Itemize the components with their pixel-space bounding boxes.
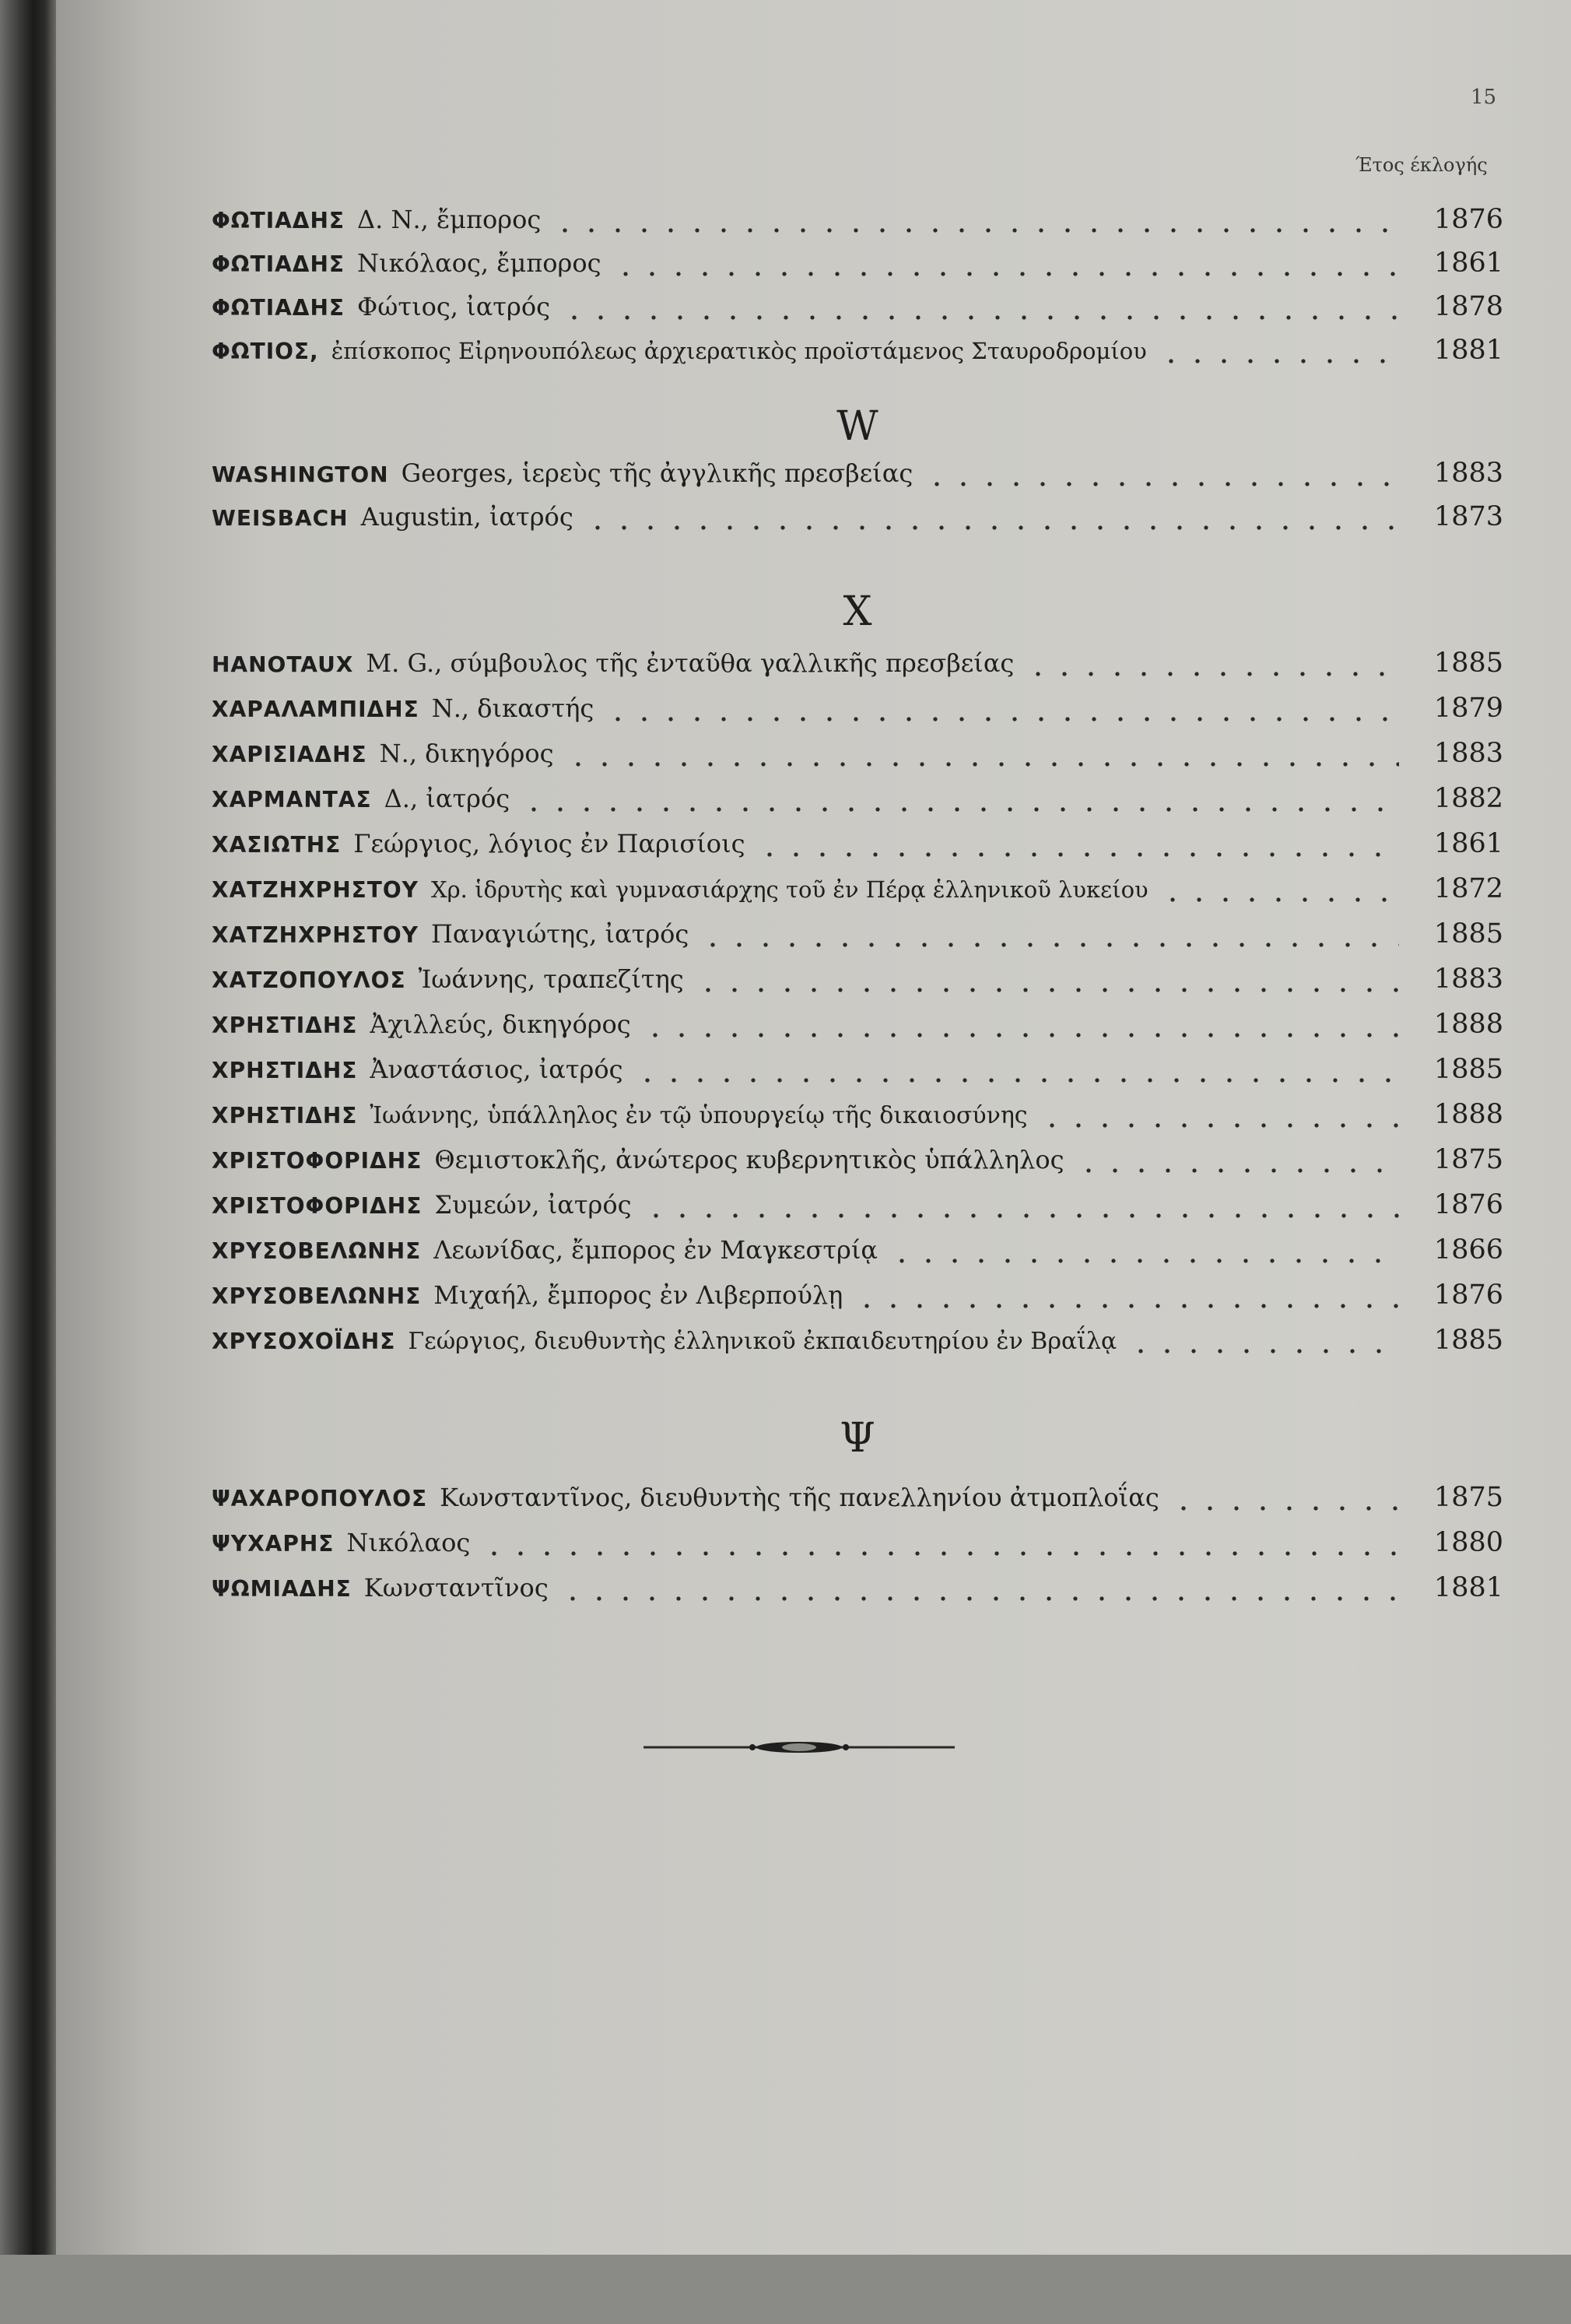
entry-surname: ΧΑΡΙΣΙΑΔΗΣ [212,742,367,767]
entry-year: 1885 [1433,648,1503,679]
entry-surname: ΦΩΤΙΑΔΗΣ [212,295,345,321]
list-item [212,1482,1503,1521]
entry-surname: ΧΡΗΣΤΙΔΗΣ [212,1013,358,1038]
list-item [212,1572,1503,1611]
dot-leader [561,314,1399,321]
entry-description: Κωνσταντῖνος [363,1573,549,1603]
list-item [212,1234,1503,1273]
dot-leader [756,851,1399,858]
entry-description: Δ., ἰατρός [384,784,510,813]
dot-leader [889,1258,1399,1264]
entry-year: 1885 [1433,1325,1503,1356]
entry-surname: ΧΑΤΖΗΧΡΗΣΤΟΥ [212,922,419,948]
dot-leader [1159,897,1399,903]
entry-surname: ΨΩΜΙΑΔΗΣ [212,1576,352,1602]
entry-description: ἐπίσκοπος Εἰρηνουπόλεως ἀρχιερατικὸς προϊστάμενος Σταυροδρομίου [331,338,1147,364]
dot-leader [1158,358,1399,364]
entry-surname: ΧΑΡΜΑΝΤΑΣ [212,787,372,813]
entry-description: Ἰωάννης, ὑπάλληλος ἐν τῷ ὑπουργείῳ τῆς δικαιοσύνης [370,1102,1028,1129]
entry-description: Νικόλαος [346,1528,471,1557]
entry-year: 1875 [1433,1144,1503,1175]
entry-surname: ΧΑΡΑΛΑΜΠΙΔΗΣ [212,697,419,722]
section-letter-x: X [843,588,872,635]
entry-description: Augustin, ἰατρός [360,502,573,532]
list-item [212,204,1503,243]
entry-surname: ΧΑΤΖΟΠΟΥΛΟΣ [212,967,406,993]
entry-surname: ΧΑΣΙΩΤΗΣ [212,832,342,858]
entry-year: 1879 [1433,693,1503,724]
entry-description: M. G., σύμβουλος τῆς ἐνταῦθα γαλλικῆς πρεσβείας [366,648,1015,678]
list-item [212,1009,1503,1048]
dot-leader [1025,671,1399,677]
dot-leader [481,1550,1399,1557]
dot-leader [924,481,1399,487]
dot-leader [634,1077,1399,1083]
dot-leader [605,716,1399,722]
entry-year: 1878 [1433,291,1503,322]
entry-surname: ΨΥΧΑΡΗΣ [212,1531,335,1557]
entry-description: Ἰωάννης, τραπεζίτης [418,964,684,994]
list-item [212,1527,1503,1566]
list-item [212,738,1503,777]
page-number: 15 [1471,86,1497,109]
list-item [212,918,1503,957]
dot-leader [642,1032,1399,1038]
list-item [212,828,1503,867]
entry-year: 1876 [1433,204,1503,235]
entry-surname: ΦΩΤΙΑΔΗΣ [212,251,345,277]
entry-year: 1876 [1433,1280,1503,1311]
dot-leader [552,227,1399,233]
column-header-year: Έτος έκλογής [1355,154,1488,176]
list-item [212,1280,1503,1318]
entry-description: Μιχαήλ, ἔμπορος ἐν Λιβερπούλῃ [433,1280,843,1310]
entry-surname: ΧΡΥΣΟΒΕΛΩΝΗΣ [212,1238,422,1264]
entry-year: 1881 [1433,335,1503,366]
book-spine-shadow [0,0,56,2255]
section-letter-w: W [836,403,878,450]
entry-description: Συμεών, ἰατρός [434,1190,632,1220]
entry-description: Ἀναστάσιος, ἰατρός [370,1055,623,1084]
dot-leader [1170,1505,1399,1511]
entry-year: 1885 [1433,918,1503,950]
list-item [212,501,1503,540]
list-item [212,1189,1503,1228]
entry-year: 1881 [1433,1572,1503,1603]
entry-surname: ΧΡΥΣΟΧΟΪΔΗΣ [212,1329,396,1354]
dot-leader [700,942,1399,948]
dot-leader [643,1213,1399,1219]
list-item [212,458,1503,497]
entry-description: Θεμιστοκλῆς, ἀνώτερος κυβερνητικὸς ὑπάλληλος [434,1145,1064,1174]
list-item [212,1325,1503,1364]
list-item [212,1054,1503,1093]
entry-surname: ΧΡΥΣΟΒΕΛΩΝΗΣ [212,1283,422,1309]
dot-leader [695,987,1399,993]
entry-surname: ΧΡΙΣΤΟΦΟΡΙΔΗΣ [212,1148,423,1174]
entry-year: 1885 [1433,1054,1503,1085]
entry-description: Φώτιος, ἰατρός [357,292,550,321]
entry-year: 1876 [1433,1189,1503,1220]
list-item [212,648,1503,686]
dot-leader [521,806,1399,813]
entry-surname: ΧΡΗΣΤΙΔΗΣ [212,1058,358,1083]
list-item [212,873,1503,912]
list-item [212,1144,1503,1183]
dot-leader [1075,1167,1399,1174]
entry-description: Γεώργιος, λόγιος ἐν Παρισίοις [353,829,745,858]
book-page [56,0,1571,2255]
entry-description: Ν., δικαστής [431,693,594,723]
closing-ornament [700,2301,949,2324]
dot-leader [612,271,1399,277]
entry-surname: WASHINGTON [212,462,389,487]
entry-year: 1883 [1433,738,1503,769]
entry-description: Georges, ἱερεὺς τῆς ἀγγλικῆς πρεσβείας [401,458,913,488]
entry-description: Ν., δικηγόρος [379,739,554,768]
entry-year: 1866 [1433,1234,1503,1266]
entry-surname: ΦΩΤΙΟΣ, [212,339,319,364]
divider-ornament [643,1736,955,1759]
entry-surname: ΨΑΧΑΡΟΠΟΥΛΟΣ [212,1486,428,1511]
entry-surname: ΧΑΤΖΗΧΡΗΣΤΟΥ [212,877,419,903]
entry-year: 1873 [1433,501,1503,532]
entry-description: Παναγιώτης, ἰατρός [430,919,689,949]
entry-description: Γεώργιος, διευθυντὴς ἑλληνικοῦ ἐκπαιδευτηρίου ἐν Βραΐλᾳ [408,1328,1117,1355]
dot-leader [1039,1122,1399,1129]
list-item [212,335,1503,374]
entry-surname: ΧΡΙΣΤΟΦΟΡΙΔΗΣ [212,1193,423,1219]
entry-year: 1880 [1433,1527,1503,1558]
list-item [212,693,1503,732]
entry-year: 1882 [1433,783,1503,814]
entry-surname: HANOTAUX [212,651,354,677]
entry-year: 1872 [1433,873,1503,904]
entry-description: Χρ. ἱδρυτὴς καὶ γυμνασιάρχης τοῦ ἐν Πέρᾳ ἑλληνικοῦ λυκείου [430,876,1148,903]
entry-year: 1883 [1433,964,1503,995]
dot-leader [559,1596,1399,1602]
dot-leader [1127,1348,1399,1354]
entry-year: 1883 [1433,458,1503,489]
entry-surname: WEISBACH [212,505,349,531]
entry-description: Νικόλαος, ἔμπορος [357,248,601,278]
entry-year: 1861 [1433,247,1503,279]
list-item [212,964,1503,1002]
entry-description: Δ. Ν., ἔμπορος [357,205,542,234]
dot-leader [565,761,1399,767]
entry-year: 1875 [1433,1482,1503,1513]
entry-description: Λεωνίδας, ἔμπορος ἐν Μαγκεστρίᾳ [433,1235,878,1265]
list-item [212,291,1503,330]
entry-year: 1888 [1433,1009,1503,1040]
entry-year: 1888 [1433,1099,1503,1130]
list-item [212,783,1503,822]
entry-surname: ΦΩΤΙΑΔΗΣ [212,208,345,233]
section-letter-psi: Ψ [840,1415,875,1462]
dot-leader [854,1303,1399,1309]
entry-description: Κωνσταντῖνος, διευθυντὴς τῆς πανελληνίου ἀτμοπλοΐας [440,1483,1159,1512]
entry-year: 1861 [1433,828,1503,859]
entry-description: Ἀχιλλεύς, δικηγόρος [370,1009,631,1039]
list-item [212,1099,1503,1138]
list-item [212,247,1503,286]
entry-surname: ΧΡΗΣΤΙΔΗΣ [212,1103,358,1129]
dot-leader [584,525,1399,531]
